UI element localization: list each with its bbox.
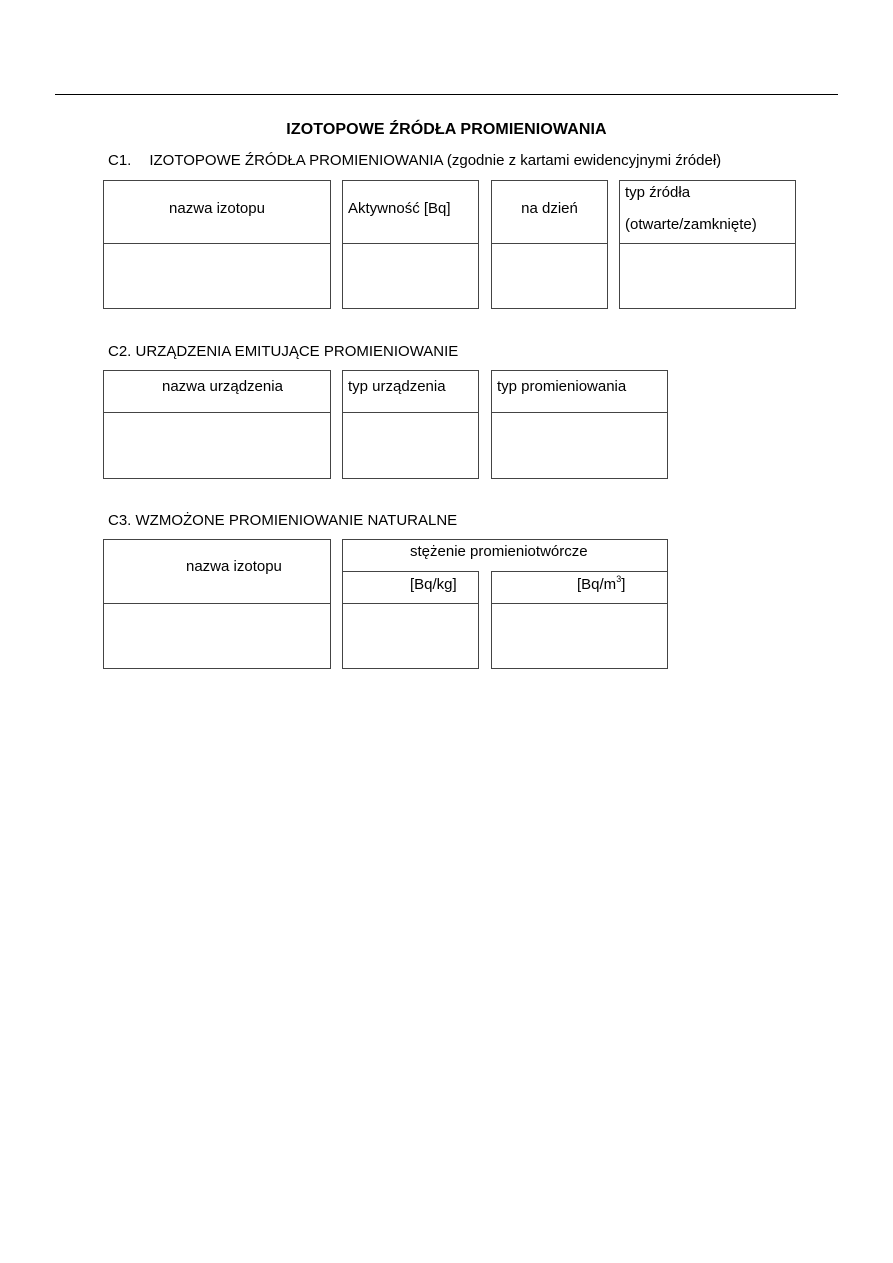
section-c2-heading: C2. URZĄDZENIA EMITUJĄCE PROMIENIOWANIE xyxy=(108,343,459,360)
c2-header-device-name: nazwa urządzenia xyxy=(162,378,283,395)
c2-header-radiation-type: typ promieniowania xyxy=(497,378,627,395)
c3-input-isotope-name[interactable] xyxy=(104,604,330,668)
c1-input-date[interactable] xyxy=(492,244,607,308)
c3-header-isotope-name: nazwa izotopu xyxy=(186,558,282,575)
c2-input-radiation-type[interactable] xyxy=(492,413,667,478)
document-title: IZOTOPOWE ŹRÓDŁA PROMIENIOWANIA xyxy=(286,121,607,138)
c2-header-device-type: typ urządzenia xyxy=(348,378,446,395)
section-c1-heading xyxy=(108,152,721,169)
section-c1-code: C1. xyxy=(108,152,132,169)
c1-input-activity[interactable] xyxy=(343,244,478,308)
c1-header-isotope-name: nazwa izotopu xyxy=(169,200,265,217)
c1-header-source-type-detail: (otwarte/zamknięte) xyxy=(625,216,757,233)
c3-header-concentration: stężenie promieniotwórcze xyxy=(410,543,588,560)
section-c1-text: IZOTOPOWE ŹRÓDŁA PROMIENIOWANIA (zgodnie z kartami ewidencyjnymi źródeł) xyxy=(149,152,722,169)
c1-header-date: na dzień xyxy=(521,200,578,217)
c1-header-source-type: typ źródła xyxy=(625,184,691,201)
c2-input-device-type[interactable] xyxy=(343,413,478,478)
c1-header-activity: Aktywność [Bq] xyxy=(348,200,451,217)
c3-input-bq-m3[interactable] xyxy=(492,604,667,668)
c1-input-source-type[interactable] xyxy=(620,244,795,308)
c3-input-bq-kg[interactable] xyxy=(343,604,478,668)
c2-input-device-name[interactable] xyxy=(104,413,330,478)
c3-header-unit-bq-m3: $[Bq/m^3]$ xyxy=(577,574,626,593)
c3-header-unit-bq-kg: [Bq/kg] xyxy=(410,576,457,593)
header-rule xyxy=(55,94,838,95)
c1-input-isotope-name[interactable] xyxy=(104,244,330,308)
section-c3-heading: C3. WZMOŻONE PROMIENIOWANIE NATURALNE xyxy=(108,512,458,529)
